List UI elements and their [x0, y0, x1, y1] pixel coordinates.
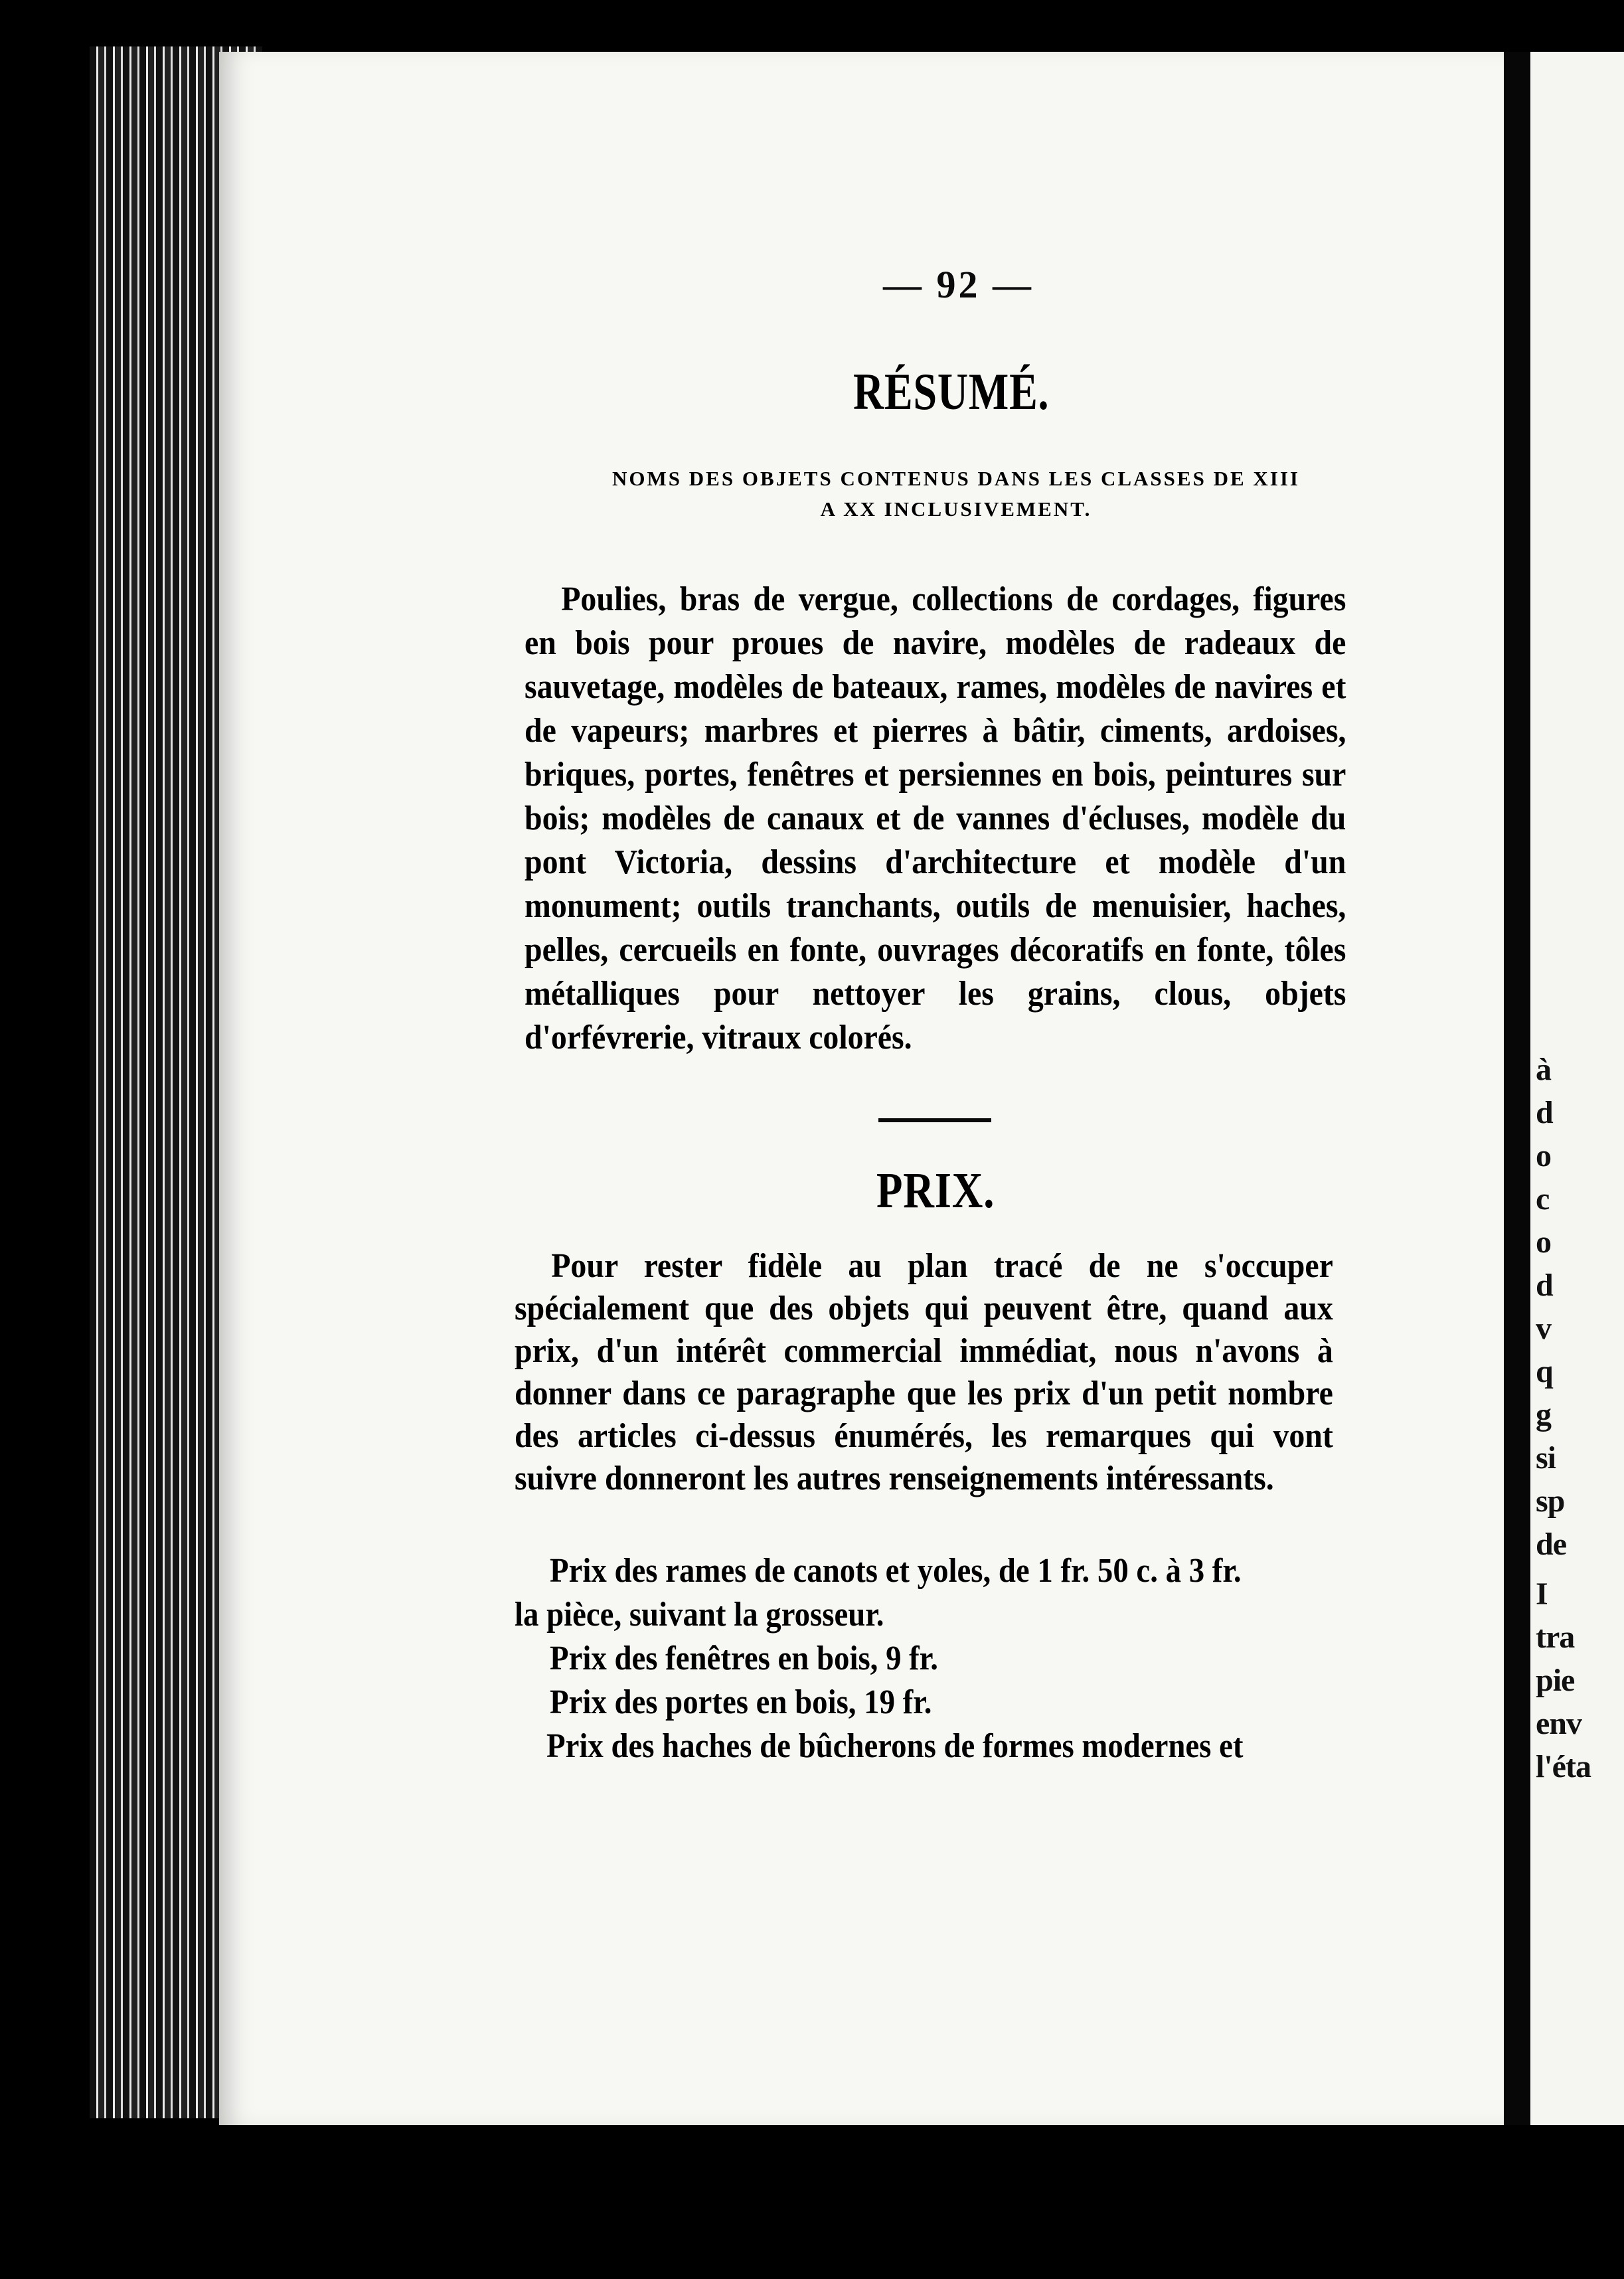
next-page-fragment — [1530, 52, 1624, 2125]
prix-paragraph: Pour rester fidèle au plan tracé de ne s'occuper spécialement que des objets qui peuvent être, quand aux prix, d'un intérêt commercial immédiat, nous n'avons à donner dans ce paragraphe que les prix d'un petit nombre des articles ci-dessus énumérés, les remarques qui vont suivre donneront les autres renseignements intéressants. — [515, 1247, 1333, 1497]
next-page-line: c — [1536, 1181, 1550, 1217]
next-page-line: d — [1536, 1095, 1553, 1130]
next-page-line: v — [1536, 1311, 1551, 1346]
next-page-line: sp — [1536, 1483, 1565, 1519]
next-page-line: pie — [1536, 1663, 1575, 1698]
next-page-line: tra — [1536, 1620, 1575, 1655]
next-page-line: I — [1536, 1576, 1548, 1612]
next-page-line: env — [1536, 1706, 1582, 1741]
next-page-line: g — [1536, 1397, 1551, 1432]
resume-heading: RÉSUMÉ. — [853, 363, 1050, 420]
next-page-line: d — [1536, 1268, 1553, 1303]
resume-subtitle-line: A XX INCLUSIVEMENT. — [820, 497, 1092, 521]
next-page-line: l'éta — [1536, 1749, 1591, 1784]
price-line-fenetres: Prix des fenêtres en bois, 9 fr. — [550, 1640, 938, 1677]
next-page-line: o — [1536, 1224, 1551, 1260]
next-page-line: à — [1536, 1052, 1551, 1087]
next-page-line: q — [1536, 1354, 1553, 1389]
page-number: — 92 — — [883, 263, 1034, 306]
next-page-line: de — [1536, 1527, 1566, 1562]
book-spine — [1504, 52, 1530, 2125]
prix-heading: PRIX. — [876, 1163, 995, 1219]
resume-paragraph: Poulies, bras de vergue, collections de cordages, figures en bois pour proues de navire, modèles de radeaux de sauvetage, modèles de bateaux, rames, modèles de navires et de vapeurs; marbres et pierres à bâtir, ciments, ardoises, briques, portes, fenêtres et persiennes en bois, peintures sur bois; modèles de canaux et de vannes d'écluses, modèle du pont Victoria, dessins d'architecture et modèle d'un monument; outils tranchants, outils de menuisier, haches, pelles, cercueils en fonte, ouvrages décoratifs en fonte, tôles métalliques pour nettoyer les grains, clous, objets d'orfévrerie, vitraux colorés. — [525, 580, 1346, 1056]
resume-subtitle — [591, 464, 1321, 525]
next-page-line: o — [1536, 1138, 1551, 1173]
section-divider — [878, 1118, 991, 1122]
next-page-line: si — [1536, 1440, 1556, 1476]
price-line-rames: Prix des rames de canots et yoles, de 1 fr. 50 c. à 3 fr. — [550, 1552, 1242, 1590]
resume-subtitle-line: NOMS DES OBJETS CONTENUS DANS LES CLASSES DE XIII — [612, 467, 1300, 490]
price-line-haches: Prix des haches de bûcherons de formes modernes et — [546, 1727, 1244, 1765]
price-line-rames-cont: la pièce, suivant la grosseur. — [515, 1596, 884, 1634]
price-line-portes: Prix des portes en bois, 19 fr. — [550, 1683, 932, 1721]
